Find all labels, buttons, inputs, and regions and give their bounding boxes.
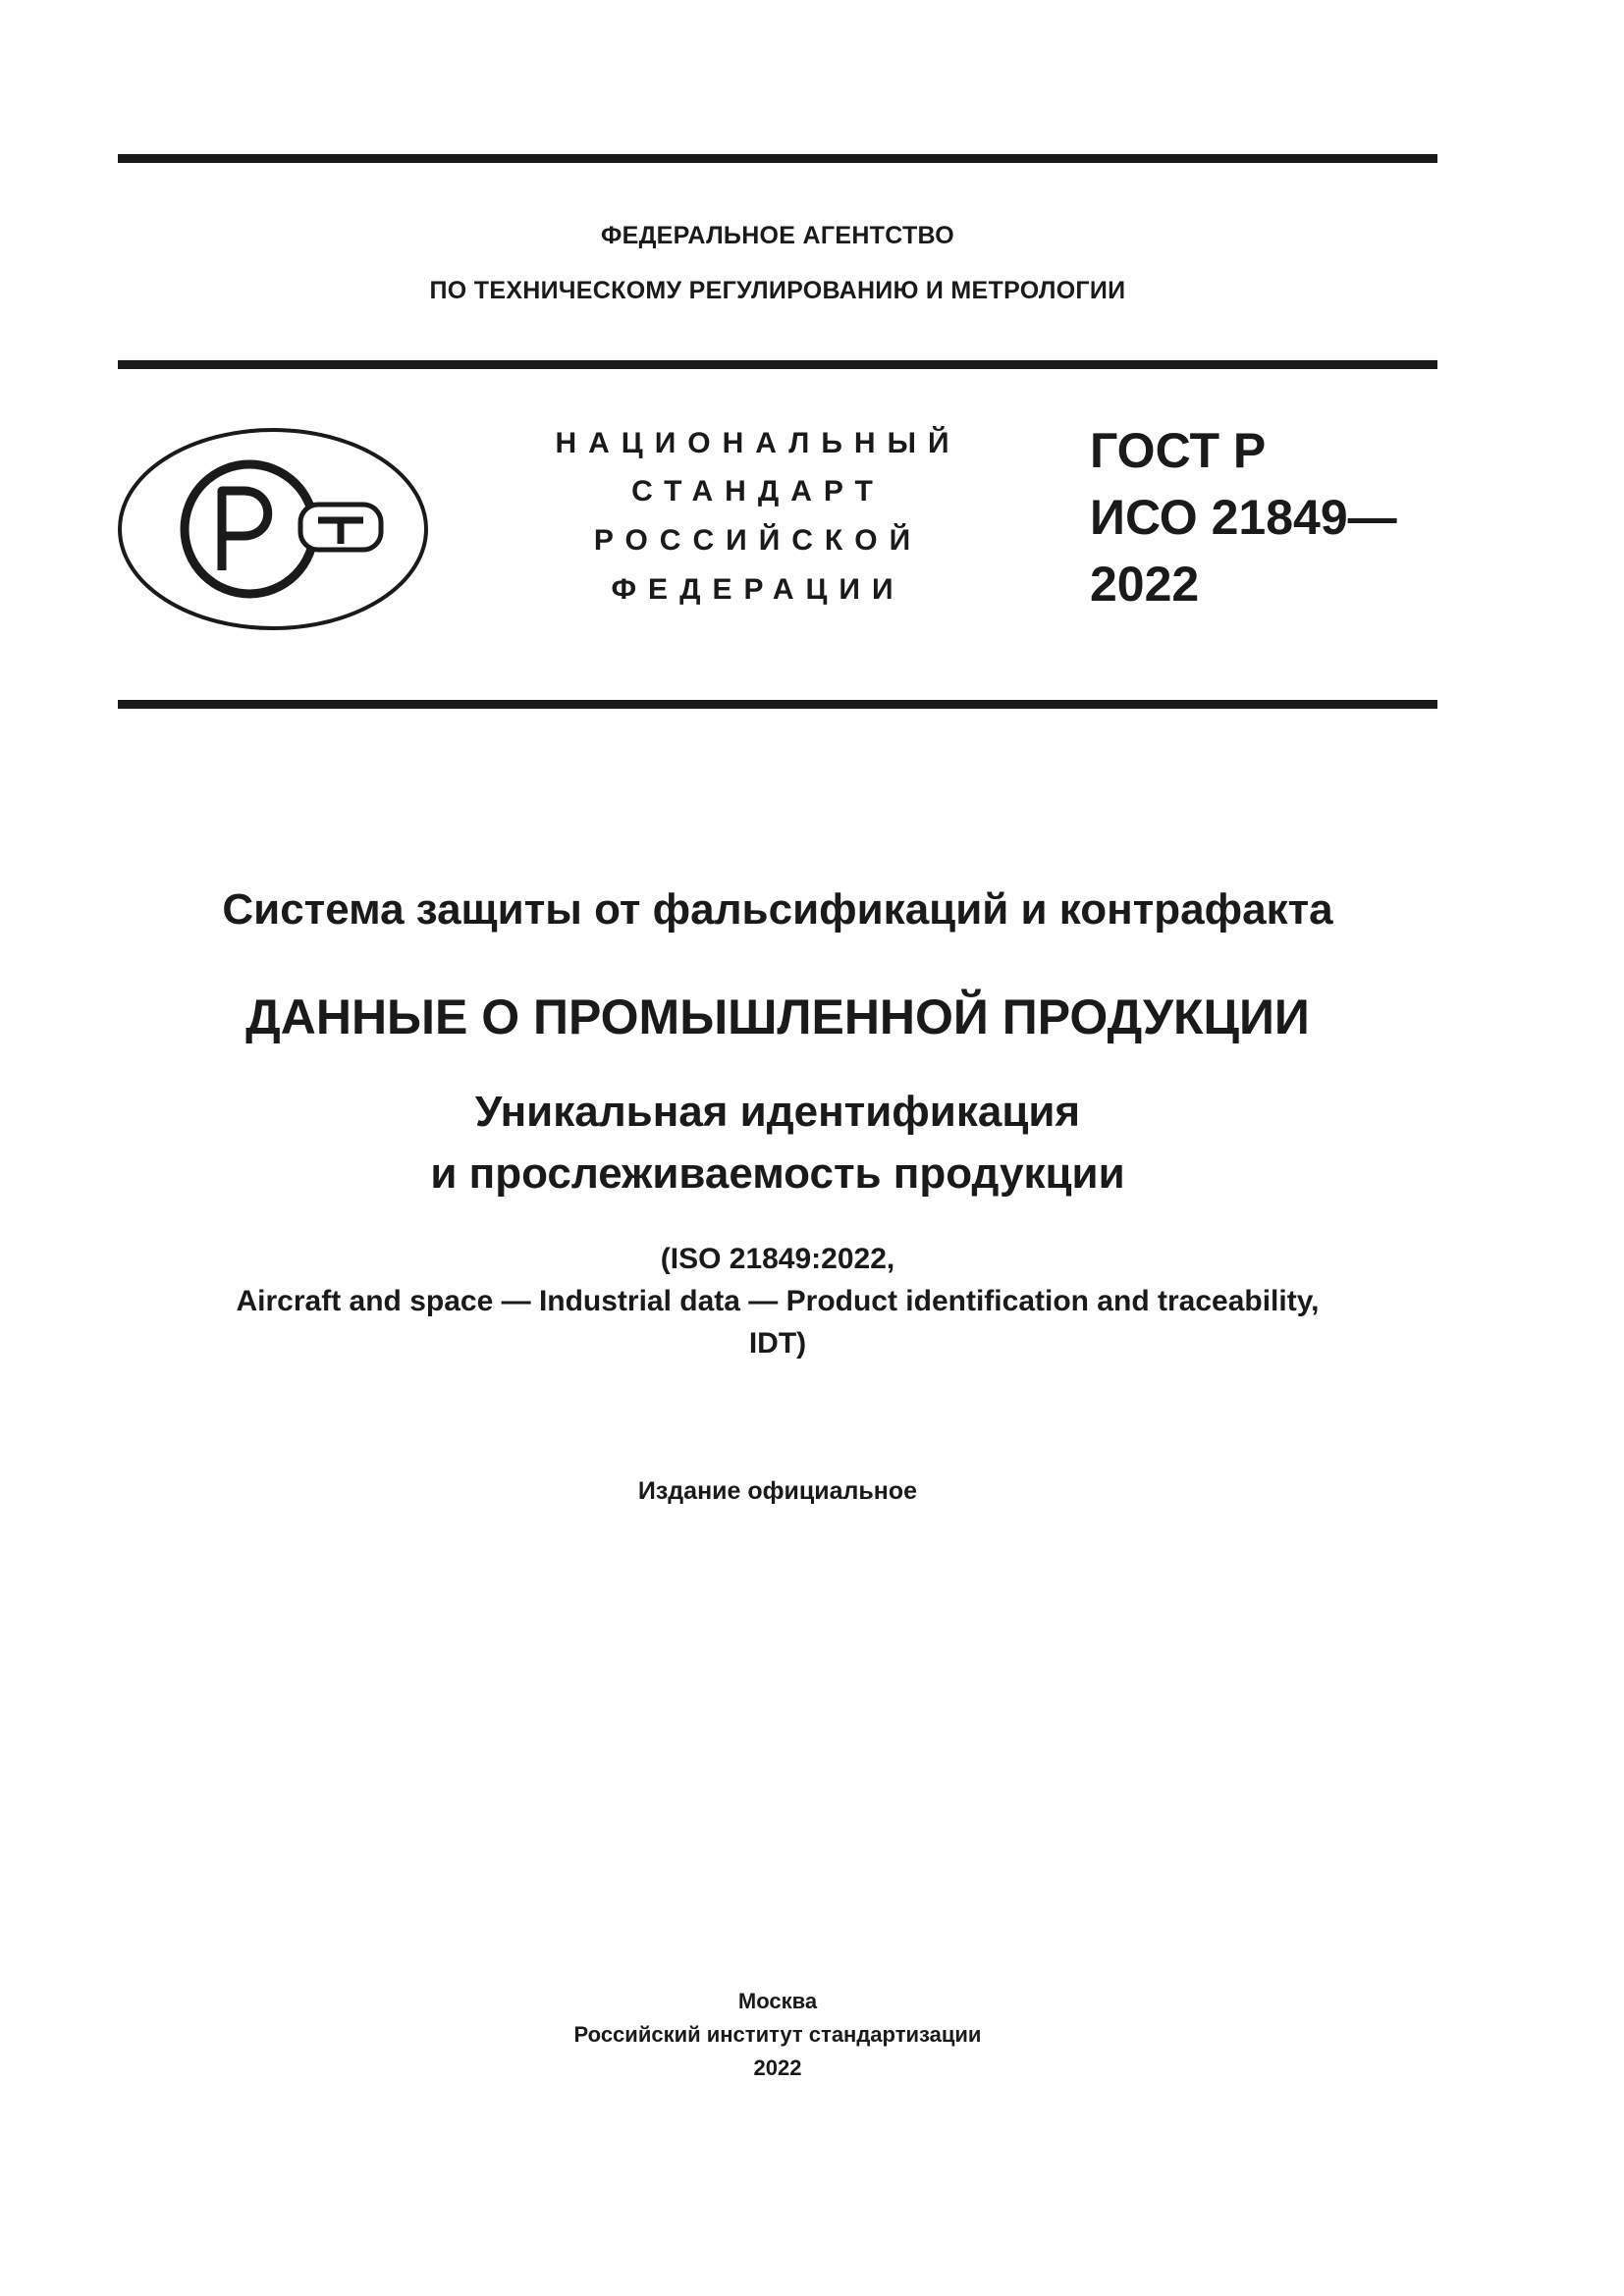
imprint-publisher: Российский институт стандартизации	[573, 2022, 982, 2047]
main-title: ДАННЫЕ О ПРОМЫШЛЕННОЙ ПРОДУКЦИИ	[245, 989, 1310, 1044]
top-rule	[118, 154, 1437, 163]
subtitle-line-1: Уникальная идентификация	[474, 1088, 1081, 1136]
system-title: Система защиты от фальсификаций и контрафакта	[222, 885, 1333, 934]
middle-rule	[118, 360, 1437, 369]
subtitle-line-2: и прослеживаемость продукции	[430, 1149, 1125, 1198]
national-standard-line-2: СТАНДАРТ	[631, 475, 885, 507]
iso-reference-line-3: IDT)	[748, 1327, 807, 1360]
imprint-year: 2022	[753, 2056, 802, 2080]
standard-designation-line-1: ГОСТ Р	[1090, 423, 1267, 478]
edition-label: Издание официальное	[637, 1477, 918, 1505]
imprint-city: Москва	[737, 1989, 818, 2013]
national-standard-line-4: ФЕДЕРАЦИИ	[611, 573, 905, 606]
rst-gost-emblem-icon	[116, 426, 430, 632]
national-standard-line-1: НАЦИОНАЛЬНЫЙ	[555, 427, 961, 459]
standard-designation-line-2: ИСО 21849—	[1090, 490, 1397, 545]
bottom-rule	[118, 700, 1437, 709]
agency-name-line-2: ПО ТЕХНИЧЕСКОМУ РЕГУЛИРОВАНИЮ И МЕТРОЛОГИИ	[429, 277, 1126, 304]
agency-name-line-1: ФЕДЕРАЛЬНОЕ АГЕНТСТВО	[600, 222, 955, 249]
iso-reference-line-2: Aircraft and space — Industrial data — Product identification and traceability,	[236, 1285, 1320, 1317]
iso-reference-line-1: (ISO 21849:2022,	[660, 1243, 895, 1275]
national-standard-line-3: РОССИЙСКОЙ	[593, 524, 923, 557]
standard-designation-line-3: 2022	[1090, 557, 1200, 612]
